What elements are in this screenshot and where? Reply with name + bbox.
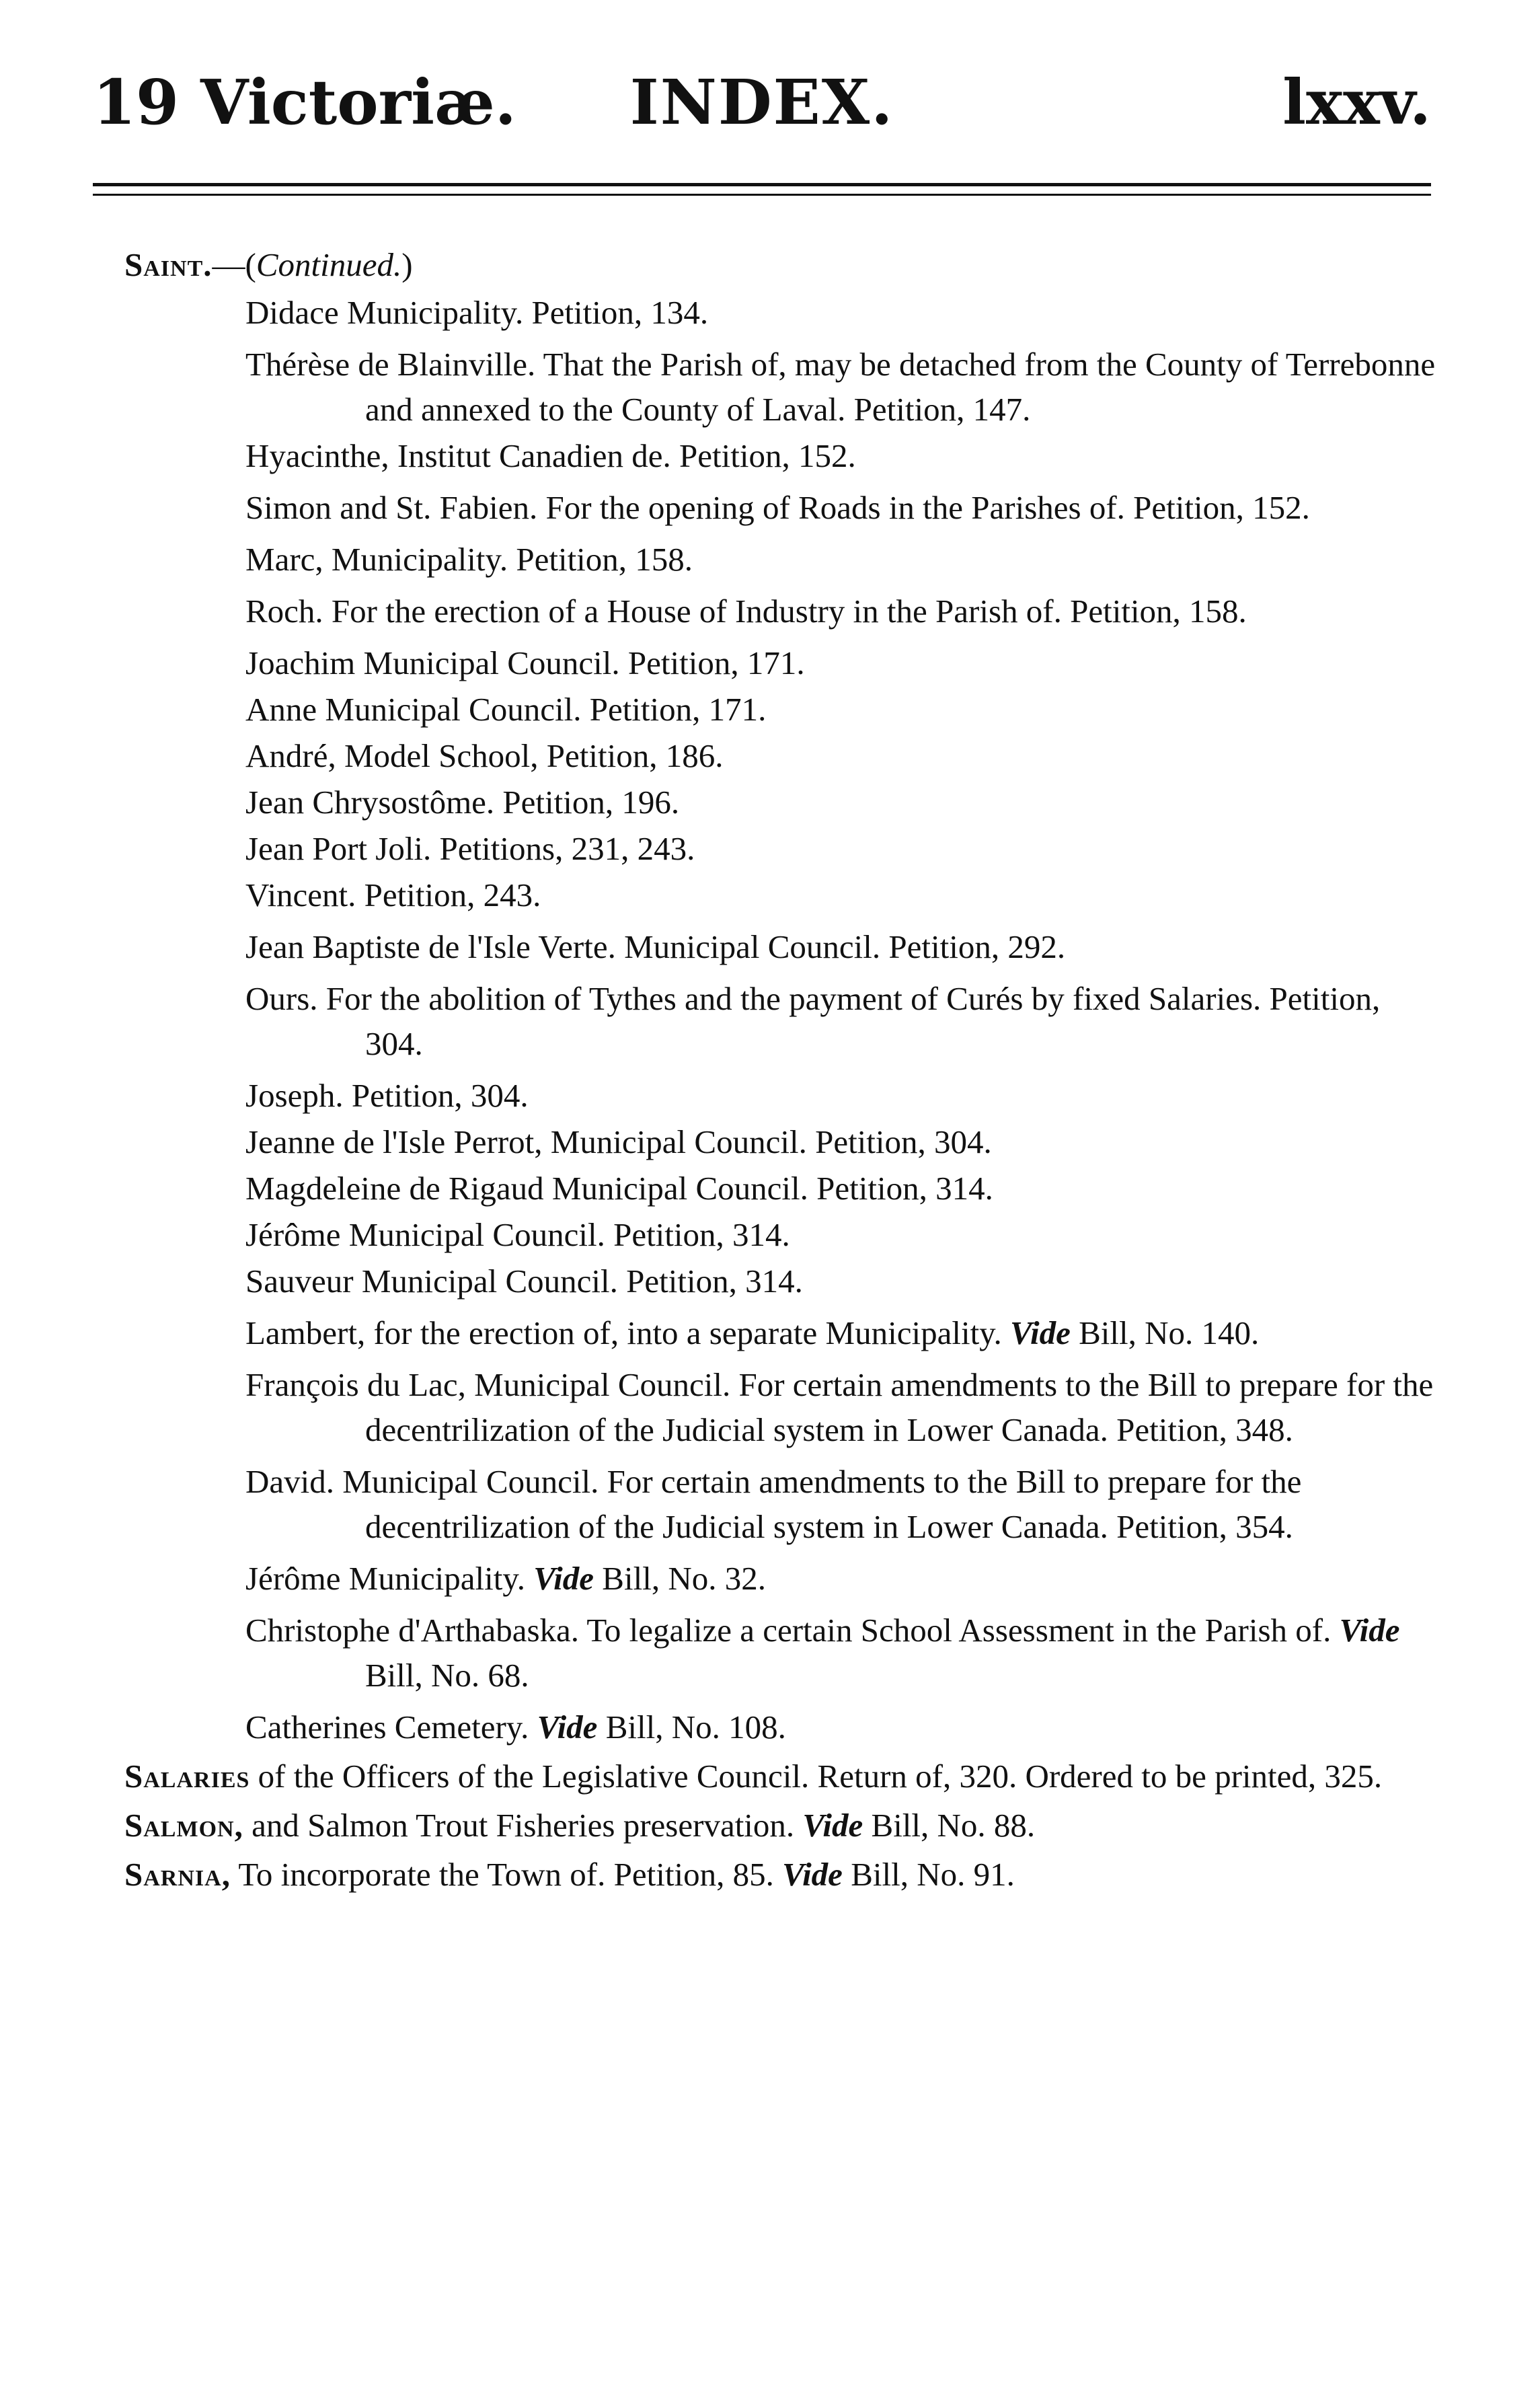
section-heading-term: Saint.	[124, 246, 213, 283]
index-entry	[124, 1704, 1436, 1750]
index-entry	[124, 1362, 1436, 1452]
index-section-saint	[124, 242, 1436, 1750]
vide-reference: Vide	[802, 1807, 863, 1844]
index-entry	[124, 1556, 1436, 1601]
index-entry-text: Jean Baptiste de l'Isle Verte. Municipal Council. Petition, 292.	[245, 928, 1066, 965]
index-entry	[124, 1166, 1436, 1211]
index-entry	[124, 687, 1436, 732]
index-entry-text: Joseph. Petition, 304.	[245, 1077, 529, 1114]
index-entry	[124, 1259, 1436, 1304]
index-entry-text: Didace Municipality. Petition, 134.	[245, 294, 709, 331]
index-entry	[124, 485, 1436, 530]
index-top-entry-text: To incorporate the Town of. Petition, 85.	[230, 1856, 774, 1893]
index-entry	[124, 433, 1436, 478]
index-entry	[124, 1459, 1436, 1549]
top-level-entries	[124, 1754, 1436, 1897]
header-rule-bottom	[93, 194, 1431, 196]
section-entries	[124, 290, 1436, 1750]
index-entry-text: Jeanne de l'Isle Perrot, Municipal Council. Petition, 304.	[245, 1123, 992, 1160]
section-heading-continued: Continued.	[256, 246, 402, 283]
index-entry-text: François du Lac, Municipal Council. For certain amendments to the Bill to prepare for the decentrilization of the Judicial system in Lower Canada. Petition, 348.	[245, 1366, 1434, 1448]
index-entry	[124, 589, 1436, 634]
index-entry-text: Christophe d'Arthabaska. To legalize a certain School Assessment in the Parish of.	[245, 1612, 1332, 1649]
index-entry	[124, 1212, 1436, 1257]
index-entry-text: Ours. For the abolition of Tythes and the payment of Curés by fixed Salaries. Petition, 304.	[245, 980, 1381, 1062]
index-entry	[124, 1608, 1436, 1698]
index-top-entry	[124, 1803, 1436, 1848]
index-top-entry-text: of the Officers of the Legislative Council. Return of, 320. Ordered to be printed, 325.	[249, 1758, 1383, 1795]
index-entry	[124, 733, 1436, 778]
index-top-entry-term: Salmon,	[124, 1807, 243, 1844]
index-entry-text: Lambert, for the erection of, into a separate Municipality.	[245, 1314, 1002, 1351]
index-entry-text: Marc, Municipality. Petition, 158.	[245, 541, 693, 578]
bill-reference: Bill, No. 68.	[365, 1657, 529, 1694]
index-entry-text: Sauveur Municipal Council. Petition, 314.	[245, 1263, 803, 1300]
index-entry-text: Hyacinthe, Institut Canadien de. Petition, 152.	[245, 437, 856, 474]
bill-reference: Bill, No. 140.	[1070, 1314, 1260, 1351]
running-head-session: 19 Victoriæ.	[93, 66, 516, 139]
index-entry-text: Magdeleine de Rigaud Municipal Council. Petition, 314.	[245, 1170, 993, 1207]
vide-reference: Vide	[537, 1709, 598, 1746]
index-entry	[124, 1073, 1436, 1118]
running-head-title: INDEX.	[629, 66, 894, 139]
index-entry	[124, 826, 1436, 871]
bill-reference: Bill, No. 88.	[863, 1807, 1036, 1844]
vide-reference: Vide	[1010, 1314, 1071, 1351]
index-entry	[124, 1119, 1436, 1164]
index-entry-text: André, Model School, Petition, 186.	[245, 737, 724, 774]
vide-reference: Vide	[533, 1560, 594, 1597]
index-top-entry-term: Sarnia,	[124, 1856, 231, 1893]
index-entry-text: Jean Port Joli. Petitions, 231, 243.	[245, 830, 695, 867]
index-entry-text: Anne Municipal Council. Petition, 171.	[245, 691, 767, 728]
index-top-entry	[124, 1852, 1436, 1897]
index-entry-text: Catherines Cemetery.	[245, 1709, 529, 1746]
index-top-entry-term: Salaries	[124, 1758, 250, 1795]
index-entry-text: Jérôme Municipal Council. Petition, 314.	[245, 1216, 790, 1253]
index-entry	[124, 290, 1436, 335]
index-entry	[124, 1310, 1436, 1355]
section-heading	[124, 242, 1436, 287]
index-content	[124, 242, 1436, 1898]
index-entry-text: Simon and St. Fabien. For the opening of Roads in the Parishes of. Petition, 152.	[245, 489, 1310, 526]
page-header	[93, 62, 1431, 149]
vide-reference: Vide	[782, 1856, 843, 1893]
page-number: lxxv.	[1282, 66, 1431, 139]
index-entry	[124, 976, 1436, 1066]
index-entry	[124, 924, 1436, 969]
bill-reference: Bill, No. 32.	[594, 1560, 766, 1597]
index-entry-text: David. Municipal Council. For certain amendments to the Bill to prepare for the decentrilization of the Judicial system in Lower Canada. Petition, 354.	[245, 1463, 1302, 1545]
vide-reference: Vide	[1339, 1612, 1400, 1649]
section-heading-dash: —(	[212, 246, 256, 283]
index-entry	[124, 780, 1436, 825]
index-entry-text: Vincent. Petition, 243.	[245, 876, 541, 913]
index-entry-text: Joachim Municipal Council. Petition, 171.	[245, 644, 805, 681]
bill-reference: Bill, No. 91.	[842, 1856, 1015, 1893]
index-entry	[124, 537, 1436, 582]
index-top-entry	[124, 1754, 1436, 1799]
index-entry-text: Jean Chrysostôme. Petition, 196.	[245, 784, 680, 821]
index-entry-text: Roch. For the erection of a House of Industry in the Parish of. Petition, 158.	[245, 593, 1247, 630]
index-entry-text: Jérôme Municipality.	[245, 1560, 525, 1597]
index-top-entry-text: and Salmon Trout Fisheries preservation.	[243, 1807, 795, 1844]
index-entry	[124, 342, 1436, 432]
index-entry-text: Thérèse de Blainville. That the Parish of, may be detached from the County of Terrebonne and annexed to the County of Laval. Petition, 147.	[245, 346, 1436, 428]
header-rule-top	[93, 183, 1431, 186]
section-heading-close: )	[401, 246, 413, 283]
index-entry	[124, 872, 1436, 917]
index-entry	[124, 640, 1436, 685]
bill-reference: Bill, No. 108.	[597, 1709, 786, 1746]
